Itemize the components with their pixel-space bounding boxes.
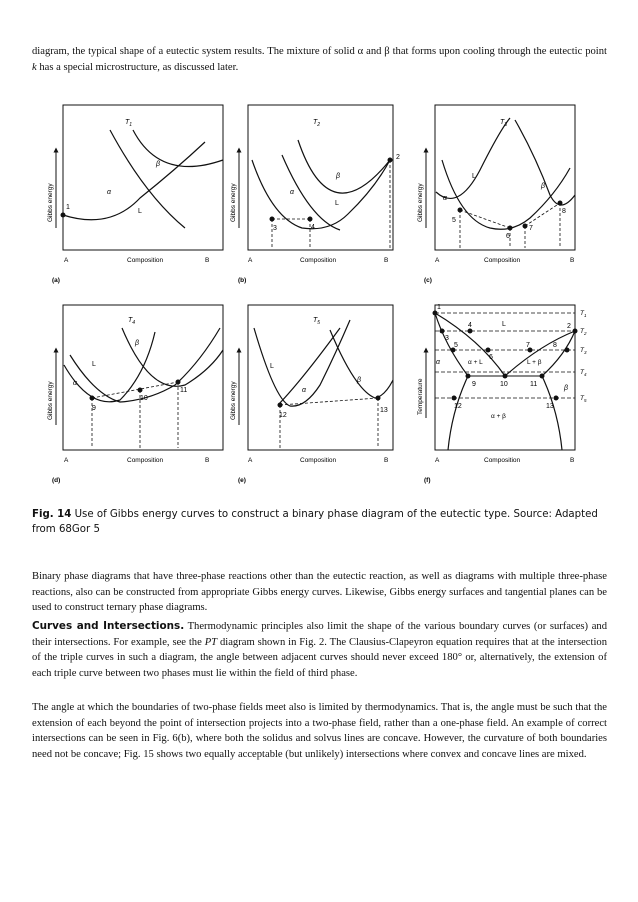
panel-f-point-13	[554, 396, 559, 401]
panel-f-temp-t2-sub: 2	[583, 331, 587, 336]
panel-f-region-beta: β	[564, 385, 568, 392]
panel-a-tag: (a)	[52, 277, 60, 284]
panel-a-temp	[125, 119, 132, 128]
panel-a-gibbs-label: Gibbs energy	[47, 183, 54, 222]
panel-c-beta-curve	[515, 120, 575, 205]
panel-f-temp-t1	[580, 310, 587, 318]
panel-d-point-10	[138, 388, 143, 393]
panel-f-label-5: 5	[454, 342, 458, 349]
panel-e-common-tangent	[280, 398, 378, 405]
panel-f-label-13: 13	[546, 403, 554, 410]
panel-f-label-2: 2	[567, 323, 571, 330]
panel-b-temp-t: T	[313, 119, 318, 126]
panel-e-temp	[313, 317, 320, 326]
panel-d-label-11: 11	[180, 387, 188, 394]
panel-a-liquid-label: L	[138, 208, 142, 215]
panel-c	[417, 105, 575, 284]
panel-f-temp-t3-t: T	[580, 347, 584, 354]
section-heading-curves: Curves and Intersections.	[32, 620, 185, 632]
panel-a-end-b: B	[205, 257, 210, 264]
panel-f-temp-t3-sub: 3	[583, 350, 587, 355]
panel-e-label-12: 12	[279, 412, 287, 419]
intro-paragraph	[32, 44, 607, 75]
caption-text: Use of Gibbs energy curves to construct a binary phase diagram of the eutectic type. Source: Adapted from 68Gor 5	[32, 509, 598, 535]
panel-f-label-4: 4	[468, 322, 472, 329]
panel-c-label-5: 5	[452, 217, 456, 224]
panel-c-composition-label: Composition	[484, 257, 521, 264]
panel-f-point-10	[503, 374, 508, 379]
panel-c-point-5	[458, 208, 463, 213]
panel-a-end-a: A	[64, 257, 69, 264]
panel-e-frame	[248, 305, 393, 450]
panel-d-alpha-label: α	[73, 380, 77, 387]
panel-b-gibbs-label: Gibbs energy	[230, 183, 237, 222]
panel-f-temp-t5-t: T	[580, 395, 584, 402]
panel-f-point-3	[440, 329, 445, 334]
para3-text-a: Thermodynamic principles also limit the shape of the various boundary curves (or surfaces) and their intersections. For example, see the	[32, 621, 607, 648]
panel-b-beta-curve	[298, 140, 390, 193]
panel-f-region-alpha: α	[436, 359, 440, 366]
panel-b-end-a: A	[248, 257, 253, 264]
panel-b-point-2	[388, 158, 393, 163]
panel-f-end-b: B	[570, 457, 575, 464]
panel-f-region-alpha-beta: α + β	[491, 413, 506, 420]
panel-f-region-alpha-l: α + L	[468, 359, 483, 366]
panel-c-beta-label: β	[541, 183, 545, 190]
panel-a-beta-label: β	[156, 161, 160, 168]
panel-f-point-4	[468, 329, 473, 334]
panel-c-alpha-label: α	[443, 195, 447, 202]
panel-e-beta-curve	[330, 330, 393, 398]
panel-d-label-10: 10	[140, 395, 148, 402]
panel-f-temp-t4-sub: 4	[583, 372, 587, 377]
panel-f-solvus-right	[542, 376, 562, 450]
panel-e-temp-t: T	[313, 317, 318, 324]
panel-f-point-8	[565, 348, 570, 353]
panel-d-tag: (d)	[52, 477, 61, 484]
panel-e-temp-sub: 5	[317, 320, 321, 326]
panel-f-temp-t4-t: T	[580, 369, 584, 376]
panel-e-composition-label: Composition	[300, 457, 337, 464]
panel-b-tag: (b)	[238, 277, 247, 284]
panel-f-region-liquid: L	[502, 321, 506, 328]
panel-f-temperature-label: Temperature	[417, 378, 424, 415]
panel-b-label-4: 4	[311, 224, 315, 231]
panel-f-label-8: 8	[553, 342, 557, 349]
panel-e-end-b: B	[384, 457, 389, 464]
panel-d-end-a: A	[64, 457, 69, 464]
panel-c-label-6: 6	[506, 233, 510, 240]
panel-d-label-9: 9	[92, 405, 96, 412]
panel-a-alpha-curve	[110, 130, 185, 228]
panel-d-gibbs-label: Gibbs energy	[47, 381, 54, 420]
panel-d-temp-t: T	[128, 317, 133, 324]
panel-c-temp-t: T	[500, 119, 505, 126]
panel-b-composition-label: Composition	[300, 257, 337, 264]
panel-b-temp	[313, 119, 320, 128]
panel-c-point-6	[508, 226, 513, 231]
caption-label: Fig. 14	[32, 509, 72, 520]
paragraph-curves-intersections	[32, 619, 607, 681]
panel-f-end-a: A	[435, 457, 440, 464]
panel-d-point-11	[176, 380, 181, 385]
panel-f-label-9: 9	[472, 381, 476, 388]
panel-f-temp-t2-t: T	[580, 328, 584, 335]
panel-f-label-6: 6	[489, 354, 493, 361]
panel-f-point-6	[486, 348, 491, 353]
panel-e	[230, 305, 393, 484]
panel-c-label-7: 7	[529, 225, 533, 232]
panel-c-point-8	[558, 201, 563, 206]
figure-14-gibbs-curves	[40, 100, 600, 500]
panel-f-tag: (f)	[424, 477, 431, 484]
panel-c-temp-sub: 3	[504, 122, 508, 128]
panel-c-tag: (c)	[424, 277, 432, 284]
panel-c-end-a: A	[435, 257, 440, 264]
panel-b-liquid-label: L	[335, 200, 339, 207]
panel-e-end-a: A	[248, 457, 253, 464]
panel-f-solvus-left	[448, 376, 468, 450]
panel-a	[47, 105, 223, 284]
panel-f-solidus-right	[542, 331, 575, 376]
panel-f-temp-t4	[580, 369, 587, 377]
paragraph-ternary: Binary phase diagrams that have three-phase reactions other than the eutectic reaction, as well as diagrams with multiple three-phase reactions, also can be constructed from appropriate Gibbs energy curves. Likewise, Gibbs energy surfaces and tangential planes can be used to construct ternary phase diagrams.	[32, 571, 607, 614]
panel-f-temp-t1-t: T	[580, 310, 584, 317]
para3-text-b: diagram shown in Fig. 2. The Clausius-Clapeyron equation requires that at the intersection of the triple curves in such a diagram, the angle between adjacent curves should never exceed 180° or, alternatively, the extension of each triple curve between two phases must lie within the field of third phase.	[32, 636, 607, 679]
panel-b-label-3: 3	[273, 225, 277, 232]
panel-f-temp-t1-sub: 1	[583, 313, 587, 318]
panel-f-point-11	[540, 374, 545, 379]
panel-b-label-2: 2	[396, 154, 400, 161]
panel-e-tag: (e)	[238, 477, 246, 484]
panel-c-label-8: 8	[562, 208, 566, 215]
panel-b-temp-sub: 2	[317, 122, 321, 128]
panel-f	[417, 304, 587, 484]
panel-e-beta-label: β	[357, 377, 361, 384]
panel-f-temp-t5-sub: 5	[583, 398, 587, 403]
panel-f-region-l-beta: L + β	[527, 359, 542, 366]
panel-a-liquid-curve	[63, 142, 205, 220]
panel-c-end-b: B	[570, 257, 575, 264]
panel-b-alpha-label: α	[290, 189, 294, 196]
panel-a-alpha-label: α	[107, 189, 111, 196]
panel-f-label-3: 3	[445, 335, 449, 342]
panel-f-label-12: 12	[454, 403, 462, 410]
panel-d-temp-sub: 4	[132, 320, 136, 326]
panel-f-point-12	[452, 396, 457, 401]
panel-b-end-b: B	[384, 257, 389, 264]
panel-a-temp-sub: 1	[129, 122, 133, 128]
panel-f-point-9	[466, 374, 471, 379]
panel-e-point-13	[376, 396, 381, 401]
panel-d	[47, 305, 223, 484]
panel-d-composition-label: Composition	[127, 457, 164, 464]
panel-e-liquid-label: L	[270, 363, 274, 370]
panel-a-label-1: 1	[66, 204, 70, 211]
panel-c-point-7	[523, 224, 528, 229]
eutectic-point-symbol: k	[32, 61, 37, 73]
panel-d-liquid-label: L	[92, 361, 96, 368]
panel-a-temp-t: T	[125, 119, 130, 126]
intro-text-a: diagram, the typical shape of a eutectic system results. The mixture of solid α and β that forms upon cooling through the eutectic point	[32, 46, 607, 57]
pt-symbol: PT	[204, 636, 218, 648]
panel-f-temp-t3	[580, 347, 587, 355]
paragraph-boundary-angles: The angle at which the boundaries of two-phase fields meet also is limited by thermodynamics. That is, the angle must be such that the extension of each beyond the point of intersection projects into a two-phase field, rather than a one-phase field. An example of correct intersections can be seen in Fig. 6(b), where both the solidus and solvus lines are concave. However, the curvature of both boundaries need not be concave; Fig. 15 shows two equally acceptable (but unlikely) intersections where convex and concave lines are mixed.	[32, 702, 607, 760]
panel-b-point-4	[308, 217, 313, 222]
panel-c-temp	[500, 119, 507, 128]
intro-text-b: has a special microstructure, as discussed later.	[36, 61, 239, 73]
panel-e-point-12	[278, 403, 283, 408]
panel-d-end-b: B	[205, 457, 210, 464]
panel-a-composition-label: Composition	[127, 257, 164, 264]
panel-b-beta-label: β	[336, 173, 340, 180]
panel-e-alpha-label: α	[302, 387, 306, 394]
panel-e-label-13: 13	[380, 407, 388, 414]
panel-f-solidus-left	[435, 313, 468, 376]
panel-b	[230, 105, 400, 284]
panel-e-gibbs-label: Gibbs energy	[230, 381, 237, 420]
panel-c-alpha-curve	[436, 118, 510, 198]
panel-a-frame	[63, 105, 223, 250]
panel-f-label-11: 11	[530, 381, 538, 388]
panel-c-gibbs-label: Gibbs energy	[417, 183, 424, 222]
panel-c-liquid-label: L	[472, 173, 476, 180]
panel-d-temp	[128, 317, 135, 326]
panel-a-point-1	[61, 213, 66, 218]
panel-f-label-10: 10	[500, 381, 508, 388]
panel-f-point-1	[433, 311, 438, 316]
panel-b-point-3	[270, 217, 275, 222]
panel-d-beta-label: β	[135, 340, 139, 347]
panel-f-label-1: 1	[437, 304, 441, 311]
panel-a-beta-curve	[133, 130, 223, 167]
panel-c-tangent-left	[460, 210, 510, 228]
panel-f-composition-label: Composition	[484, 457, 521, 464]
figure-caption	[32, 507, 607, 537]
panel-f-temp-t2	[580, 328, 587, 336]
panel-f-temp-t5	[580, 395, 587, 403]
panel-e-alpha-curve	[278, 328, 340, 405]
panel-d-point-9	[90, 396, 95, 401]
panel-f-point-2	[573, 329, 578, 334]
panel-f-label-7: 7	[526, 342, 530, 349]
